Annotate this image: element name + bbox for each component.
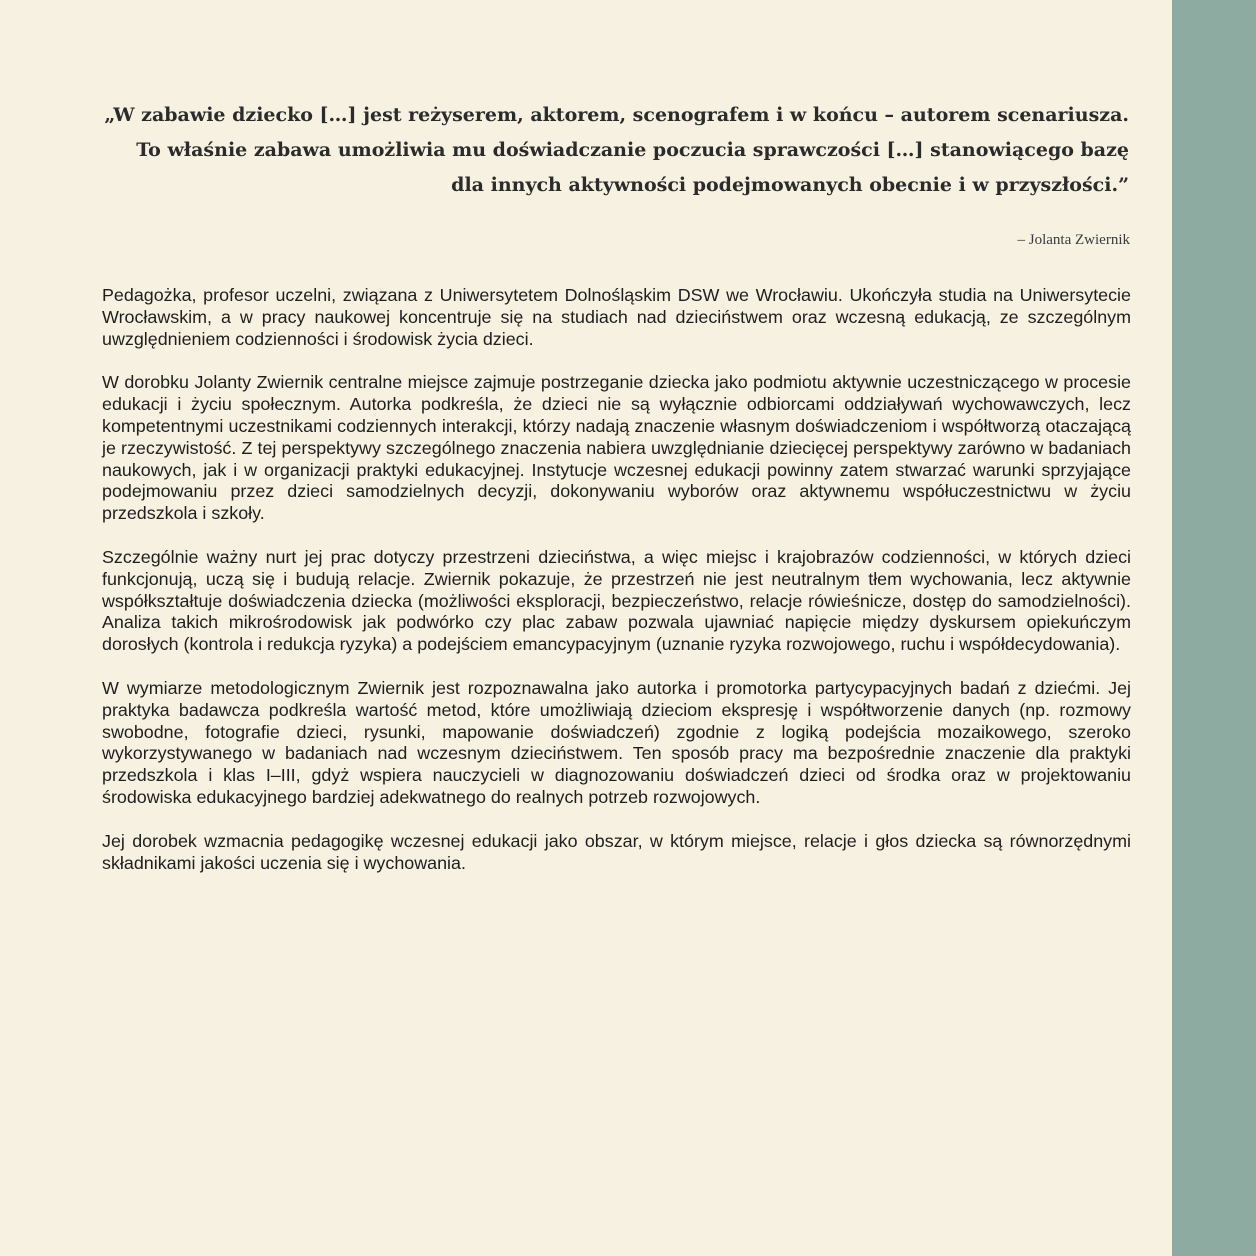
quote-line: „W zabawie dziecko […] jest reżyserem, aktorem, scenografem i w końcu – autorem scenariusza. <box>104 104 1129 126</box>
paragraph: W wymiarze metodologicznym Zwiernik jest rozpoznawalna jako autorka i promotorka partycypacyjnych badań z dziećmi. Jej praktyka badawcza podkreśla wartość metod, które umożliwiają dzieciom ekspresję i współtworzenie danych (np. rozmowy swobodne, fotografie dzieci, rysunki, mapowanie doświadczeń) zgodnie z logiką podejścia mozaikowego, szeroko wykorzystywanego w badaniach nad wczesnym dzieciństwem. Ten sposób pracy ma bezpośrednie znaczenie dla praktyki przedszkola i klas I–III, gdyż wspiera nauczycieli w diagnozowaniu doświadczeń dzieci od środka oraz w projektowaniu środowiska edukacyjnego bardziej adekwatnego do realnych potrzeb rozwojowych. <box>102 677 1131 807</box>
paragraph: W dorobku Jolanty Zwiernik centralne miejsce zajmuje postrzeganie dziecka jako podmiotu aktywnie uczestniczącego w procesie edukacji i życiu społecznym. Autorka podkreśla, że dzieci nie są wyłącznie odbiorcami oddziaływań wychowawczych, lecz kompetentnymi uczestnikami codziennych interakcji, którzy nadają znaczenie własnym doświadczeniom i współtworzą otaczającą je rzeczywistość. Z tej perspektywy szczególnego znaczenia nabiera uwzględnianie dziecięcej perspektywy zarówno w badaniach naukowych, jak i w organizacji praktyki edukacyjnej. Instytucje wczesnej edukacji powinny zatem stwarzać warunki sprzyjające podejmowaniu przez dzieci samodzielnych decyzji, dokonywaniu wyborów oraz aktywnemu współuczestnictwu w życiu przedszkola i szkoły. <box>102 372 1131 524</box>
quote-attribution: – Jolanta Zwiernik <box>1017 232 1130 248</box>
paragraph: Szczególnie ważny nurt jej prac dotyczy przestrzeni dzieciństwa, a więc miejsc i krajobrazów codzienności, w których dzieci funkcjonują, uczą się i budują relacje. Zwiernik pokazuje, że przestrzeń nie jest neutralnym tłem wychowania, lecz aktywnie współkształtuje doświadczenia dziecka (możliwości eksploracji, bezpieczeństwo, relacje rówieśnicze, dostęp do samodzielności). Analiza takich mikrośrodowisk jak podwórko czy plac zabaw pozwala ujawniać napięcie między dyskursem opiekuńczym dorosłych (kontrola i redukcja ryzyka) a podejściem emancypacyjnym (uznanie ryzyka rozwojowego, ruchu i współdecydowania). <box>102 546 1131 655</box>
epigraph-quote <box>100 98 1129 203</box>
paragraph: Jej dorobek wzmacnia pedagogikę wczesnej edukacji jako obszar, w którym miejsce, relacje i głos dziecka są równorzędnymi składnikami jakości uczenia się i wychowania. <box>102 830 1131 873</box>
side-color-band <box>1172 0 1256 1256</box>
quote-line: To właśnie zabawa umożliwia mu doświadczanie poczucia sprawczości […] stanowiącego bazę <box>136 139 1129 161</box>
quote-line: dla innych aktywności podejmowanych obecnie i w przyszłości.” <box>451 174 1129 196</box>
paragraph: Pedagożka, profesor uczelni, związana z Uniwersytetem Dolnośląskim DSW we Wrocławiu. Ukończyła studia na Uniwersytecie Wrocławskim, a w pracy naukowej koncentruje się na studiach nad dzieciństwem oraz wczesną edukacją, ze szczególnym uwzględnieniem codzienności i środowisk życia dzieci. <box>102 285 1131 349</box>
biography-text <box>102 285 1131 896</box>
